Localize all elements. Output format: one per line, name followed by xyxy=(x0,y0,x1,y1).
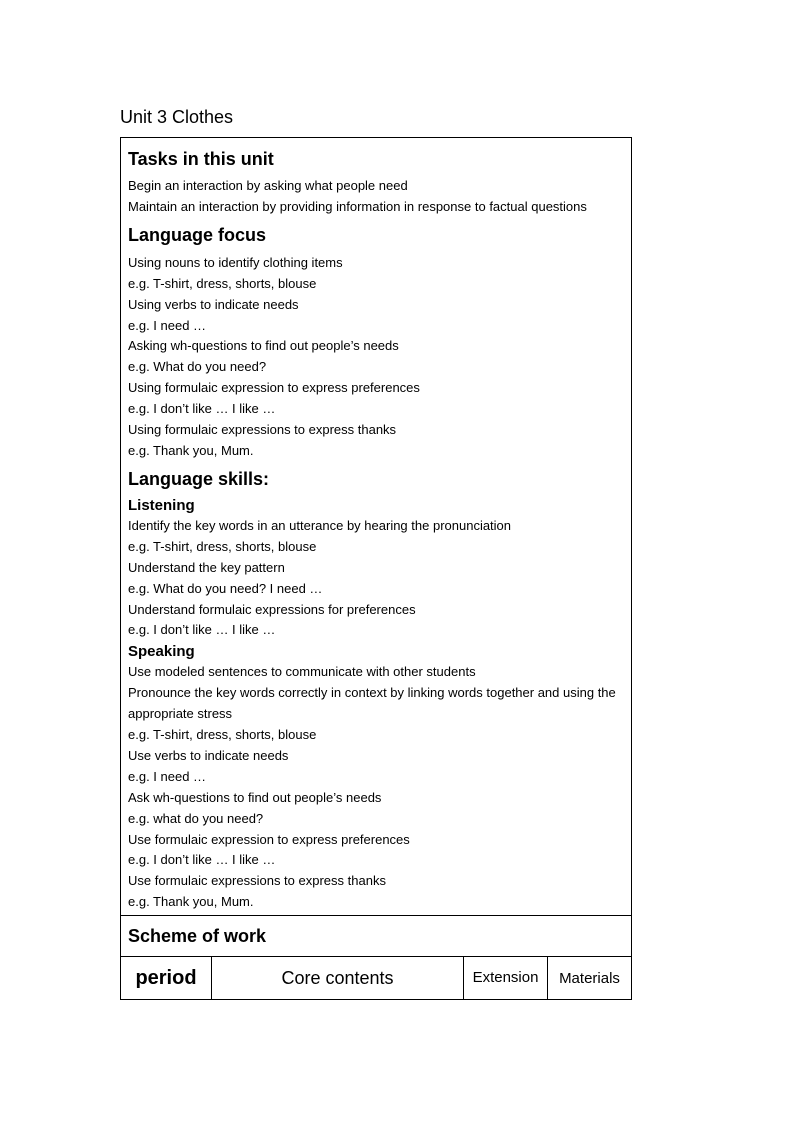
speaking-heading: Speaking xyxy=(128,643,195,661)
listening-line: e.g. T-shirt, dress, shorts, blouse xyxy=(128,538,317,554)
page-title: Unit 3 Clothes xyxy=(120,107,234,127)
language-focus-line: Using formulaic expression to express preferences xyxy=(128,380,420,396)
column-header-materials: Materials xyxy=(559,969,620,987)
language-focus-line: e.g. What do you need? xyxy=(128,359,267,375)
listening-list xyxy=(128,516,625,641)
speaking-list xyxy=(128,662,625,913)
language-focus-line: Using verbs to indicate needs xyxy=(128,296,299,312)
language-focus-line: e.g. T-shirt, dress, shorts, blouse xyxy=(128,275,317,291)
language-focus-line: e.g. I don’t like … I like … xyxy=(128,401,276,417)
speaking-line: e.g. what do you need? xyxy=(128,810,264,826)
scheme-header-row xyxy=(121,956,631,999)
speaking-line: Use formulaic expressions to express thanks xyxy=(128,873,386,889)
speaking-line: e.g. I need … xyxy=(128,768,207,784)
speaking-line: e.g. Thank you, Mum. xyxy=(128,894,254,910)
tasks-list xyxy=(128,176,625,218)
listening-line: Identify the key words in an utterance by hearing the pronunciation xyxy=(128,517,512,533)
column-header-extension: Extension xyxy=(464,957,548,999)
speaking-line: Use formulaic expression to express preferences xyxy=(128,831,410,847)
tasks-line: Begin an interaction by asking what people need xyxy=(128,178,408,193)
language-focus-line: e.g. Thank you, Mum. xyxy=(128,442,254,458)
language-focus-line: e.g. I need … xyxy=(128,317,207,333)
language-focus-line: Using nouns to identify clothing items xyxy=(128,254,343,270)
listening-line: e.g. What do you need? I need … xyxy=(128,580,323,596)
unit-plan-content xyxy=(121,138,631,915)
tasks-heading: Tasks in this unit xyxy=(128,149,274,169)
speaking-line: Pronounce the key words correctly in context by linking words together and using the appropriate stress xyxy=(128,685,616,722)
speaking-line: Use verbs to indicate needs xyxy=(128,747,289,763)
language-focus-list xyxy=(128,253,625,462)
column-header-period: period xyxy=(121,957,212,999)
listening-line: Understand the key pattern xyxy=(128,559,285,575)
speaking-line: e.g. T-shirt, dress, shorts, blouse xyxy=(128,727,317,743)
language-focus-line: Asking wh-questions to find out people’s needs xyxy=(128,338,399,354)
scheme-of-work-row xyxy=(121,915,631,956)
listening-heading: Listening xyxy=(128,496,195,514)
listening-line: e.g. I don’t like … I like … xyxy=(128,622,276,638)
speaking-line: Use modeled sentences to communicate with other students xyxy=(128,664,476,680)
scheme-of-work-heading: Scheme of work xyxy=(128,925,267,946)
unit-plan-table xyxy=(120,137,632,1000)
speaking-line: Ask wh-questions to find out people’s needs xyxy=(128,789,382,805)
language-focus-line: Using formulaic expressions to express thanks xyxy=(128,422,397,438)
language-skills-heading: Language skills: xyxy=(128,468,270,489)
column-header-core-contents: Core contents xyxy=(212,957,464,999)
speaking-line: e.g. I don’t like … I like … xyxy=(128,852,276,868)
language-focus-heading: Language focus xyxy=(128,224,267,245)
listening-line: Understand formulaic expressions for preferences xyxy=(128,601,416,617)
tasks-line: Maintain an interaction by providing information in response to factual questions xyxy=(128,198,587,214)
